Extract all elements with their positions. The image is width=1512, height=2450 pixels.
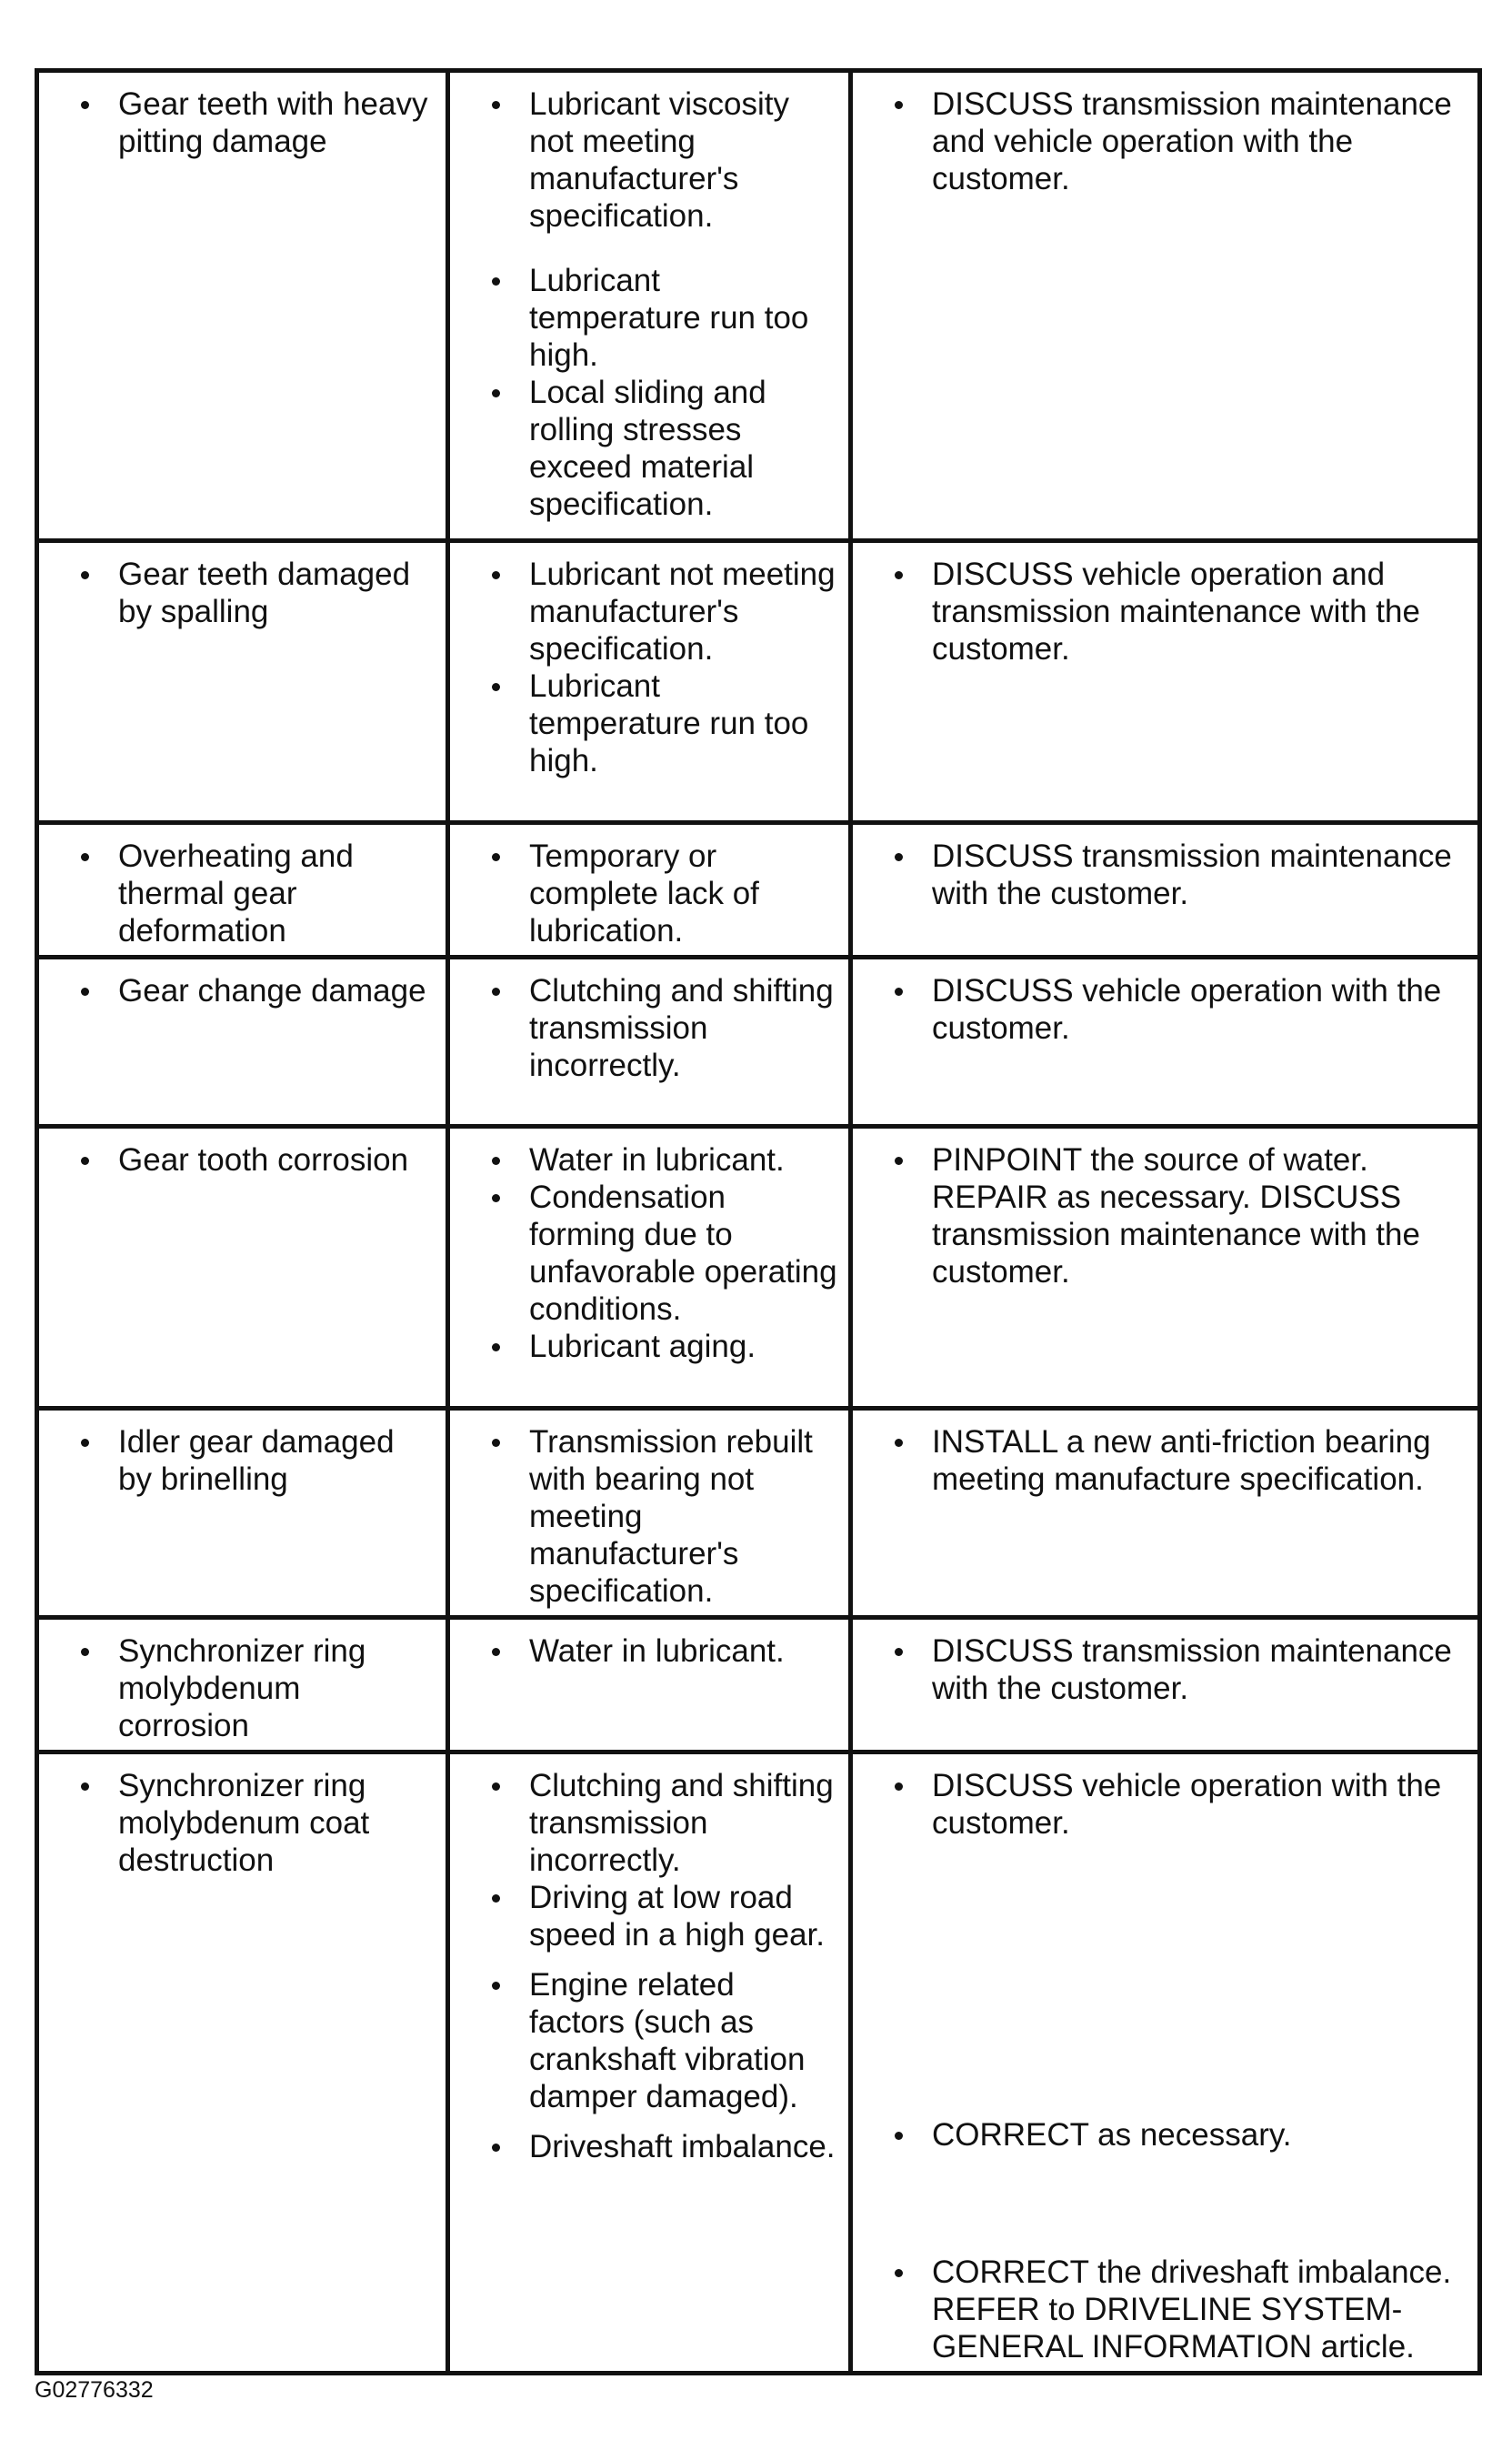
condition-item: Idler gear damaged by brinelling	[75, 1423, 435, 1498]
action-item: PINPOINT the source of water. REPAIR as necessary. DISCUSS transmission maintenance with the customer.	[889, 1141, 1467, 1290]
condition-item: Gear tooth corrosion	[75, 1141, 435, 1179]
cause-cell	[448, 541, 851, 823]
condition-cell	[37, 71, 448, 541]
cause-cell	[448, 1752, 851, 2374]
action-cell	[851, 823, 1480, 958]
cause-cell	[448, 958, 851, 1127]
table-row	[37, 1752, 1480, 2374]
action-cell	[851, 1409, 1480, 1618]
action-item: INSTALL a new anti-friction bearing meeting manufacture specification.	[889, 1423, 1467, 1498]
condition-item: Synchronizer ring molybdenum corrosion	[75, 1632, 435, 1744]
condition-cell	[37, 1618, 448, 1752]
table-row	[37, 1618, 1480, 1752]
cause-cell	[448, 71, 851, 541]
figure-id: G02776332	[35, 2377, 154, 2403]
cause-cell	[448, 1409, 851, 1618]
table-row	[37, 1409, 1480, 1618]
condition-cell	[37, 1752, 448, 2374]
condition-item: Synchronizer ring molybdenum coat destruction	[75, 1767, 435, 1879]
condition-item: Gear teeth with heavy pitting damage	[75, 85, 435, 160]
action-cell	[851, 1618, 1480, 1752]
cause-item: Water in lubricant.	[486, 1141, 837, 1179]
cause-cell	[448, 823, 851, 958]
cause-item: Lubricant not meeting manufacturer's specification.	[486, 556, 837, 668]
table-row	[37, 541, 1480, 823]
condition-item: Overheating and thermal gear deformation	[75, 838, 435, 949]
table-row	[37, 71, 1480, 541]
condition-cell	[37, 1127, 448, 1409]
table-row	[37, 1127, 1480, 1409]
cause-item: Local sliding and rolling stresses exceed material specification.	[486, 374, 837, 523]
action-cell	[851, 958, 1480, 1127]
condition-cell	[37, 958, 448, 1127]
cause-item: Temporary or complete lack of lubrication.	[486, 838, 837, 949]
action-item: CORRECT as necessary.	[889, 2116, 1467, 2154]
cause-item: Condensation forming due to unfavorable operating conditions.	[486, 1179, 837, 1328]
action-cell	[851, 541, 1480, 823]
action-cell	[851, 71, 1480, 541]
cause-cell	[448, 1618, 851, 1752]
cause-item: Clutching and shifting transmission incorrectly.	[486, 1767, 837, 1879]
action-cell	[851, 1127, 1480, 1409]
condition-cell	[37, 541, 448, 823]
condition-cell	[37, 823, 448, 958]
cause-item: Transmission rebuilt with bearing not meeting manufacturer's specification.	[486, 1423, 837, 1610]
action-item: DISCUSS vehicle operation and transmission maintenance with the customer.	[889, 556, 1467, 668]
cause-item: Lubricant temperature run too high.	[486, 262, 837, 374]
action-cell	[851, 1752, 1480, 2374]
condition-item: Gear change damage	[75, 972, 435, 1009]
condition-item: Gear teeth damaged by spalling	[75, 556, 435, 630]
cause-item: Driving at low road speed in a high gear.	[486, 1879, 837, 1953]
action-item: DISCUSS vehicle operation with the customer.	[889, 1767, 1467, 1842]
action-item: CORRECT the driveshaft imbalance. REFER to DRIVELINE SYSTEM-GENERAL INFORMATION article.	[889, 2254, 1467, 2365]
diagnosis-table	[35, 68, 1482, 2375]
action-item: DISCUSS transmission maintenance with the customer.	[889, 838, 1467, 912]
condition-cell	[37, 1409, 448, 1618]
cause-item: Lubricant temperature run too high.	[486, 668, 837, 779]
action-item: DISCUSS transmission maintenance and vehicle operation with the customer.	[889, 85, 1467, 197]
action-item: DISCUSS transmission maintenance with the customer.	[889, 1632, 1467, 1707]
cause-item: Lubricant aging.	[486, 1328, 837, 1365]
cause-item: Clutching and shifting transmission incorrectly.	[486, 972, 837, 1084]
cause-cell	[448, 1127, 851, 1409]
action-item: DISCUSS vehicle operation with the customer.	[889, 972, 1467, 1047]
cause-item: Engine related factors (such as crankshaft vibration damper damaged).	[486, 1966, 837, 2115]
cause-item: Water in lubricant.	[486, 1632, 837, 1670]
cause-item: Driveshaft imbalance.	[486, 2128, 837, 2165]
table-row	[37, 823, 1480, 958]
cause-item: Lubricant viscosity not meeting manufacturer's specification.	[486, 85, 837, 235]
table-row	[37, 958, 1480, 1127]
